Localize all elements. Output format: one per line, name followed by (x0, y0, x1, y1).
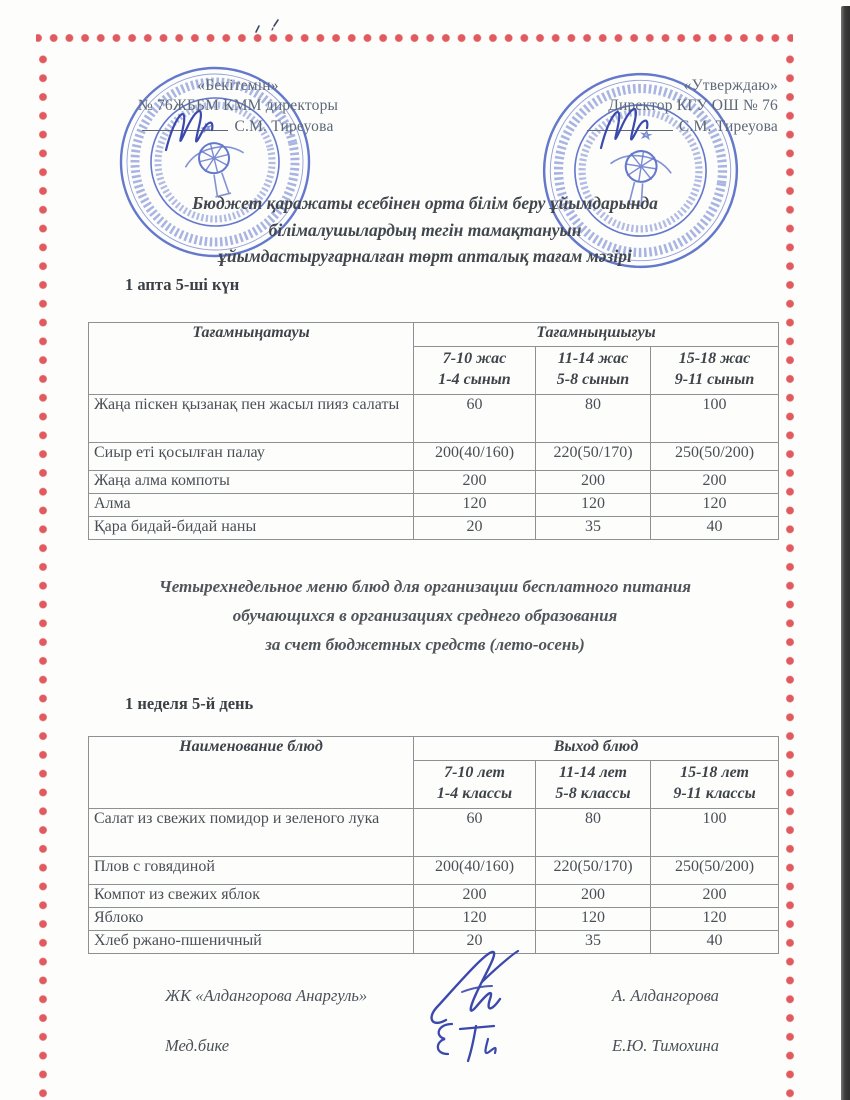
dish-value: 20 (414, 517, 536, 540)
dish-value: 120 (414, 908, 536, 931)
dot-border-top (36, 31, 793, 45)
col-header-dish-name-ru: Наименование блюд (89, 737, 414, 809)
dish-value: 120 (536, 908, 651, 931)
approval-kk-org: № 76ЖББМ КММ директоры (137, 97, 339, 114)
document-title-kk (60, 190, 790, 270)
dish-value: 120 (536, 494, 651, 517)
dish-value: 120 (414, 494, 536, 517)
dish-value: 100 (651, 809, 779, 857)
approval-ru-signatory: С.М. Тиреуова (520, 116, 778, 137)
dish-value: 40 (651, 517, 779, 540)
table-row (89, 908, 779, 931)
table-row (89, 395, 779, 443)
col-header-age3-ru: 15-18 лет 9-11 классы (651, 761, 779, 809)
approval-kk-word: «Бекітемін» (197, 77, 279, 94)
title-kk-line2: білімалушылардың тегін тамақтануын (268, 219, 582, 240)
dish-value: 35 (536, 517, 651, 540)
dot-border-left (36, 50, 50, 1100)
dish-value: 35 (536, 931, 651, 954)
approval-ru-word: «Утверждаю» (683, 77, 778, 94)
dish-name: Хлеб ржано-пшеничный (89, 931, 414, 954)
col-header-age2-ru: 11-14 лет 5-8 классы (536, 761, 651, 809)
table-row (89, 443, 779, 471)
footer-org-name: ЖК «Алдангорова Анаргуль» (165, 986, 368, 1005)
title-ru-line2: обучающихся в организациях среднего образования (232, 606, 618, 625)
dish-value: 120 (651, 494, 779, 517)
dish-name: Қара бидай-бидай наны (89, 517, 414, 540)
dish-value: 80 (536, 395, 651, 443)
dish-name: Яблоко (89, 908, 414, 931)
week-day-heading-ru: 1 неделя 5-й день (125, 694, 254, 713)
table-row (89, 809, 779, 857)
dish-value: 60 (414, 395, 536, 443)
scan-edge-shadow (841, 6, 850, 1100)
col-header-output-kk: Тағамныңшығуы (414, 323, 779, 347)
dish-value: 100 (651, 395, 779, 443)
dish-value: 220(50/170) (536, 857, 651, 885)
table-row (89, 857, 779, 885)
col-header-age3-kk: 15-18 жас 9-11 сынып (651, 347, 779, 395)
dish-value: 200 (414, 885, 536, 908)
approval-ru-org: Директор КГУ ОШ № 76 (608, 97, 778, 114)
col-header-output-ru: Выход блюд (414, 737, 779, 761)
col-header-dish-name-kk: Тағамныңатауы (89, 323, 414, 395)
dish-name: Жаңа алма компоты (89, 471, 414, 494)
menu-table-kk (88, 322, 779, 540)
week-day-heading-kk: 1 апта 5-ші күн (125, 275, 240, 294)
dish-value: 200(40/160) (414, 857, 536, 885)
dish-value: 200 (651, 885, 779, 908)
col-header-age2-kk: 11-14 жас 5-8 сынып (536, 347, 651, 395)
dish-value: 200 (536, 885, 651, 908)
dish-value: 250(50/200) (651, 443, 779, 471)
table-row (89, 471, 779, 494)
dish-value: 60 (414, 809, 536, 857)
dish-value: 200 (536, 471, 651, 494)
dish-name: Плов с говядиной (89, 857, 414, 885)
col-header-age1-kk: 7-10 жас 1-4 сынып (414, 347, 536, 395)
dish-value: 120 (651, 908, 779, 931)
dish-name: Сиыр еті қосылған палау (89, 443, 414, 471)
menu-table-ru (88, 736, 779, 954)
footer-signature-2 (428, 1012, 518, 1067)
dish-value: 200 (414, 471, 536, 494)
dish-value: 250(50/200) (651, 857, 779, 885)
dish-value: 220(50/170) (536, 443, 651, 471)
dish-name: Алма (89, 494, 414, 517)
dish-name: Салат из свежих помидор и зеленого лука (89, 809, 414, 857)
footer-signer2-name: Е.Ю. Тимохина (612, 1036, 719, 1055)
dish-value: 80 (536, 809, 651, 857)
director-signature-right (595, 98, 665, 158)
col-header-age1-ru: 7-10 лет 1-4 классы (414, 761, 536, 809)
title-kk-line3: ұйымдастыруғарналған төрт апталық тағам мәзірі (218, 246, 632, 266)
director-signature-left (160, 100, 230, 160)
table-row (89, 885, 779, 908)
table-row (89, 517, 779, 540)
footer-signer1-name: А. Алдангорова (612, 986, 719, 1005)
dish-value: 40 (651, 931, 779, 954)
document-title-ru (60, 572, 790, 659)
approval-block-kk (103, 76, 373, 137)
dish-value: 200(40/160) (414, 443, 536, 471)
dish-value: 20 (414, 931, 536, 954)
dish-name: Компот из свежих яблок (89, 885, 414, 908)
title-ru-line3: за счет бюджетных средств (лето-осень) (265, 635, 585, 654)
title-kk-line1: Бюджет қаражаты есебінен орта білім беру ұйымдарында (192, 193, 658, 213)
table-row (89, 494, 779, 517)
pen-marks (248, 16, 288, 38)
approval-kk-signatory: С.М. Тиреуова (103, 116, 373, 137)
dish-name: Жаңа піскен қызанақ пен жасыл пияз салаты (89, 395, 414, 443)
footer-role-nurse: Мед.бике (165, 1036, 230, 1055)
dish-value: 200 (651, 471, 779, 494)
title-ru-line1: Четырехнедельное меню блюд для организации бесплатного питания (159, 577, 691, 596)
